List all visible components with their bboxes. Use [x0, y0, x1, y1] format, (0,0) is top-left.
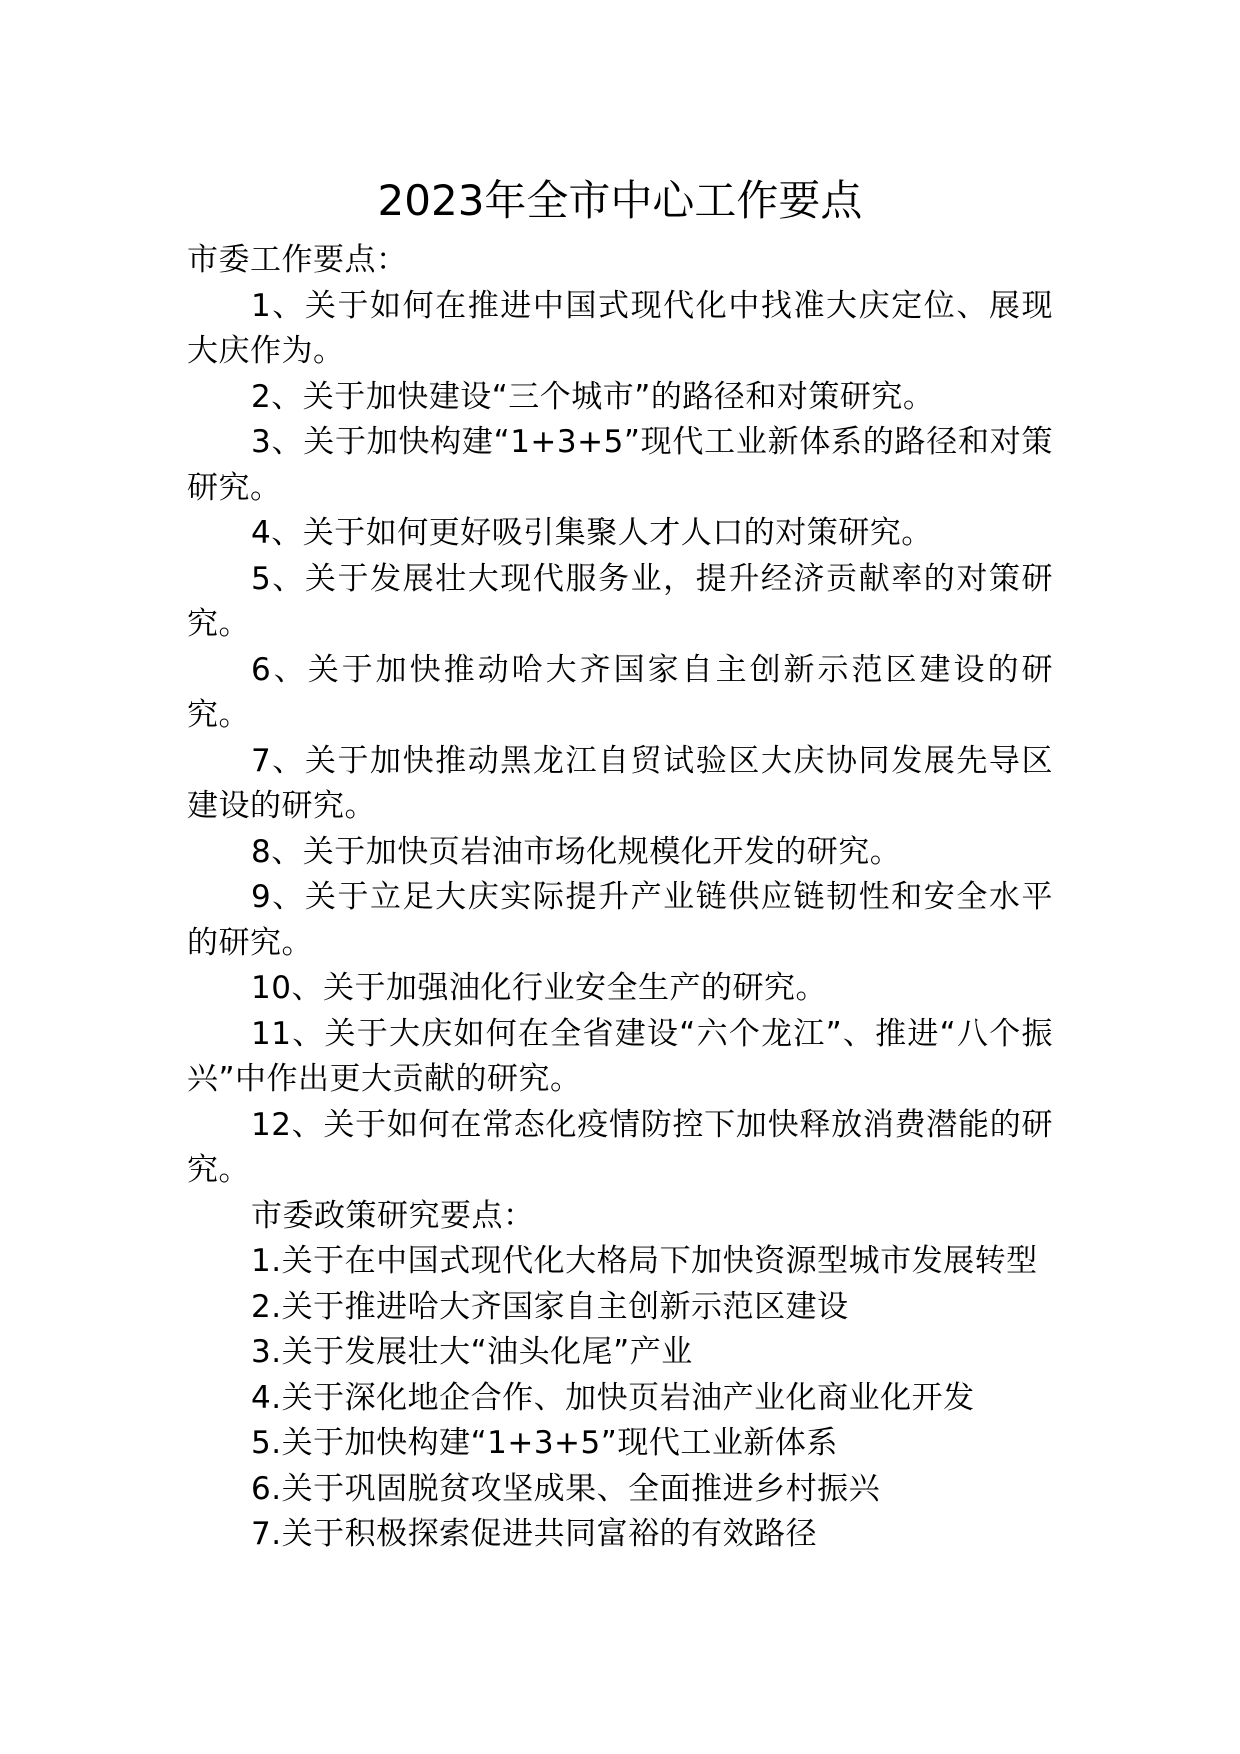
section-heading-policy-research: 市委政策研究要点： [251, 1197, 535, 1234]
policy-research-list [187, 1239, 1053, 1558]
list-item: 7.关于积极探索促进共同富裕的有效路径 [251, 1516, 818, 1552]
list-item: 4、关于如何更好吸引集聚人才人口的对策研究。 [251, 515, 933, 551]
document-title: 2023年全市中心工作要点 [377, 176, 863, 225]
section-heading-municipal-work: 市委工作要点： [187, 242, 408, 278]
list-item: 4.关于深化地企合作、加快页岩油产业化商业化开发 [251, 1379, 975, 1416]
municipal-work-list [187, 284, 1053, 1194]
list-item: 9、关于立足大庆实际提升产业链供应链韧性和安全水平的研究。 [187, 879, 1053, 961]
list-item: 8、关于加快页岩油市场化规模化开发的研究。 [251, 833, 902, 870]
list-item: 1.关于在中国式现代化大格局下加快资源型城市发展转型 [251, 1243, 1038, 1279]
list-item: 10、关于加强油化行业安全生产的研究。 [251, 970, 827, 1006]
list-item: 3.关于发展壮大“油头化尾”产业 [251, 1334, 693, 1370]
list-item: 2、关于加快建设“三个城市”的路径和对策研究。 [251, 378, 935, 415]
list-item: 11、关于大庆如何在全省建设“六个龙江”、推进“八个振兴”中作出更大贡献的研究。 [187, 1015, 1053, 1097]
list-item: 1、关于如何在推进中国式现代化中找准大庆定位、展现大庆作为。 [187, 287, 1053, 369]
list-item: 6.关于巩固脱贫攻坚成果、全面推进乡村振兴 [251, 1470, 881, 1507]
list-item: 6、关于加快推动哈大齐国家自主创新示范区建设的研究。 [187, 651, 1053, 733]
list-item: 2.关于推进哈大齐国家自主创新示范区建设 [251, 1288, 849, 1325]
list-item: 7、关于加快推动黑龙江自贸试验区大庆协同发展先导区建设的研究。 [187, 742, 1053, 824]
list-item: 12、关于如何在常态化疫情防控下加快释放消费潜能的研究。 [187, 1106, 1053, 1188]
list-item: 3、关于加快构建“1+3+5”现代工业新体系的路径和对策研究。 [187, 424, 1053, 506]
list-item: 5、关于发展壮大现代服务业，提升经济贡献率的对策研究。 [187, 560, 1053, 642]
list-item: 5.关于加快构建“1+3+5”现代工业新体系 [251, 1425, 838, 1461]
document-page [187, 168, 1053, 1558]
